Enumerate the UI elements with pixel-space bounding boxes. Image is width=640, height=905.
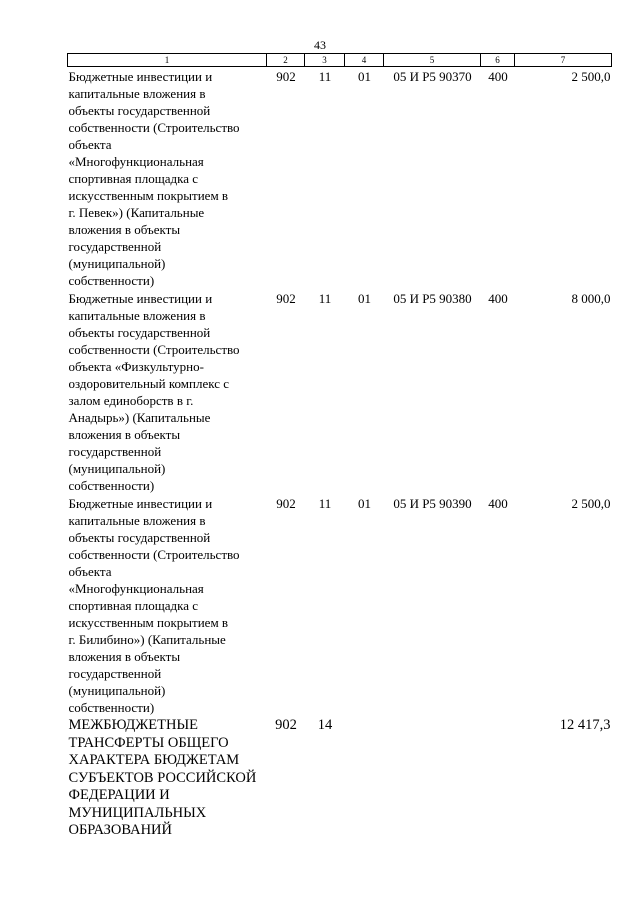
target-article-code: 05 И P5 90390 — [393, 496, 472, 511]
description-line: капитальные вложения в — [68, 308, 206, 323]
table-row-section — [68, 716, 612, 840]
description-line: объекты государственной — [68, 325, 211, 340]
description-line: «Многофункциональная — [68, 581, 204, 596]
column-number-2: 2 — [267, 54, 305, 67]
description-line: вложения в объекты — [68, 649, 181, 664]
amount: 8 000,0 — [571, 291, 611, 306]
description-line: спортивная площадка с — [68, 598, 199, 613]
section-code: 11 — [318, 69, 332, 84]
description-line: собственности) — [68, 478, 155, 493]
description-line: (муниципальной) — [68, 256, 166, 271]
amount: 2 500,0 — [571, 496, 611, 511]
section-code: 11 — [318, 496, 332, 511]
description-line: государственной — [68, 666, 162, 681]
description-line: Бюджетные инвестиции и — [68, 69, 213, 84]
subsection-code: 01 — [358, 291, 371, 306]
description-line: вложения в объекты — [68, 222, 181, 237]
description-line: г. Билибино») (Капитальные — [68, 632, 226, 647]
column-number-5: 5 — [384, 54, 481, 67]
description-line: Бюджетные инвестиции и — [68, 496, 213, 511]
page-number: 43 — [314, 38, 326, 52]
row-description — [68, 494, 267, 716]
column-number-7: 7 — [515, 54, 612, 67]
description-line: СУБЪЕКТОВ РОССИЙСКОЙ — [68, 769, 257, 786]
description-line: ХАРАКТЕРА БЮДЖЕТАМ — [68, 752, 240, 768]
expense-type-code: 400 — [488, 69, 508, 84]
column-number-row — [68, 54, 612, 67]
row-description — [68, 289, 267, 494]
description-line: объекты государственной — [68, 103, 211, 118]
description-line: (муниципальной) — [68, 461, 166, 476]
subsection-code — [345, 716, 384, 840]
description-line: объекта — [68, 137, 112, 152]
target-article-code: 05 И P5 90370 — [393, 69, 472, 84]
description-line: собственности (Строительство — [68, 547, 240, 562]
description-line: спортивная площадка с — [68, 171, 199, 186]
subsection-code: 01 — [358, 69, 371, 84]
description-line: Анадырь») (Капитальные — [68, 410, 211, 425]
column-number-6: 6 — [481, 54, 515, 67]
section-description — [68, 716, 267, 840]
description-line: МЕЖБЮДЖЕТНЫЕ — [68, 717, 198, 733]
description-line: Бюджетные инвестиции и — [68, 291, 213, 306]
description-line: ФЕДЕРАЦИИ И — [68, 787, 170, 803]
description-line: (муниципальной) — [68, 683, 166, 698]
description-line: объекты государственной — [68, 530, 211, 545]
expense-type-code: 400 — [488, 496, 508, 511]
target-article-code: 05 И P5 90380 — [393, 291, 472, 306]
description-line: собственности) — [68, 700, 155, 715]
description-line: собственности (Строительство — [68, 120, 240, 135]
budget-table — [67, 53, 612, 840]
section-code: 11 — [318, 291, 332, 306]
section-code: 14 — [317, 717, 333, 733]
description-line: оздоровительный комплекс с — [68, 376, 230, 391]
description-line: «Многофункциональная — [68, 154, 204, 169]
description-line: ТРАНСФЕРТЫ ОБЩЕГО — [68, 734, 229, 751]
description-line: государственной — [68, 444, 162, 459]
column-number-4: 4 — [345, 54, 384, 67]
row-description — [68, 67, 267, 290]
table-row — [68, 67, 612, 290]
column-number-1: 1 — [68, 54, 267, 67]
description-line: МУНИЦИПАЛЬНЫХ — [68, 804, 207, 821]
amount: 12 417,3 — [559, 717, 611, 733]
description-line: искусственным покрытием в — [68, 615, 229, 630]
amount: 2 500,0 — [571, 69, 611, 84]
table-row — [68, 289, 612, 494]
description-line: собственности) — [68, 273, 155, 288]
description-line: вложения в объекты — [68, 427, 181, 442]
expense-type-code: 400 — [488, 291, 508, 306]
description-line: капитальные вложения в — [68, 86, 206, 101]
subsection-code: 01 — [358, 496, 371, 511]
table-row — [68, 494, 612, 716]
description-line: собственности (Строительство — [68, 342, 240, 357]
description-line: капитальные вложения в — [68, 513, 206, 528]
ministry-code: 902 — [276, 496, 296, 511]
description-line: г. Певек») (Капитальные — [68, 205, 205, 220]
description-line: объекта — [68, 564, 112, 579]
description-line: ОБРАЗОВАНИЙ — [68, 822, 172, 838]
column-number-3: 3 — [305, 54, 345, 67]
target-article-code — [384, 716, 481, 840]
description-line: искусственным покрытием в — [68, 188, 229, 203]
ministry-code: 902 — [276, 291, 296, 306]
description-line: объекта «Физкультурно- — [68, 359, 204, 374]
expense-type-code — [481, 716, 515, 840]
ministry-code: 902 — [276, 69, 296, 84]
ministry-code: 902 — [275, 717, 297, 733]
description-line: залом единоборств в г. — [68, 393, 194, 408]
description-line: государственной — [68, 239, 162, 254]
